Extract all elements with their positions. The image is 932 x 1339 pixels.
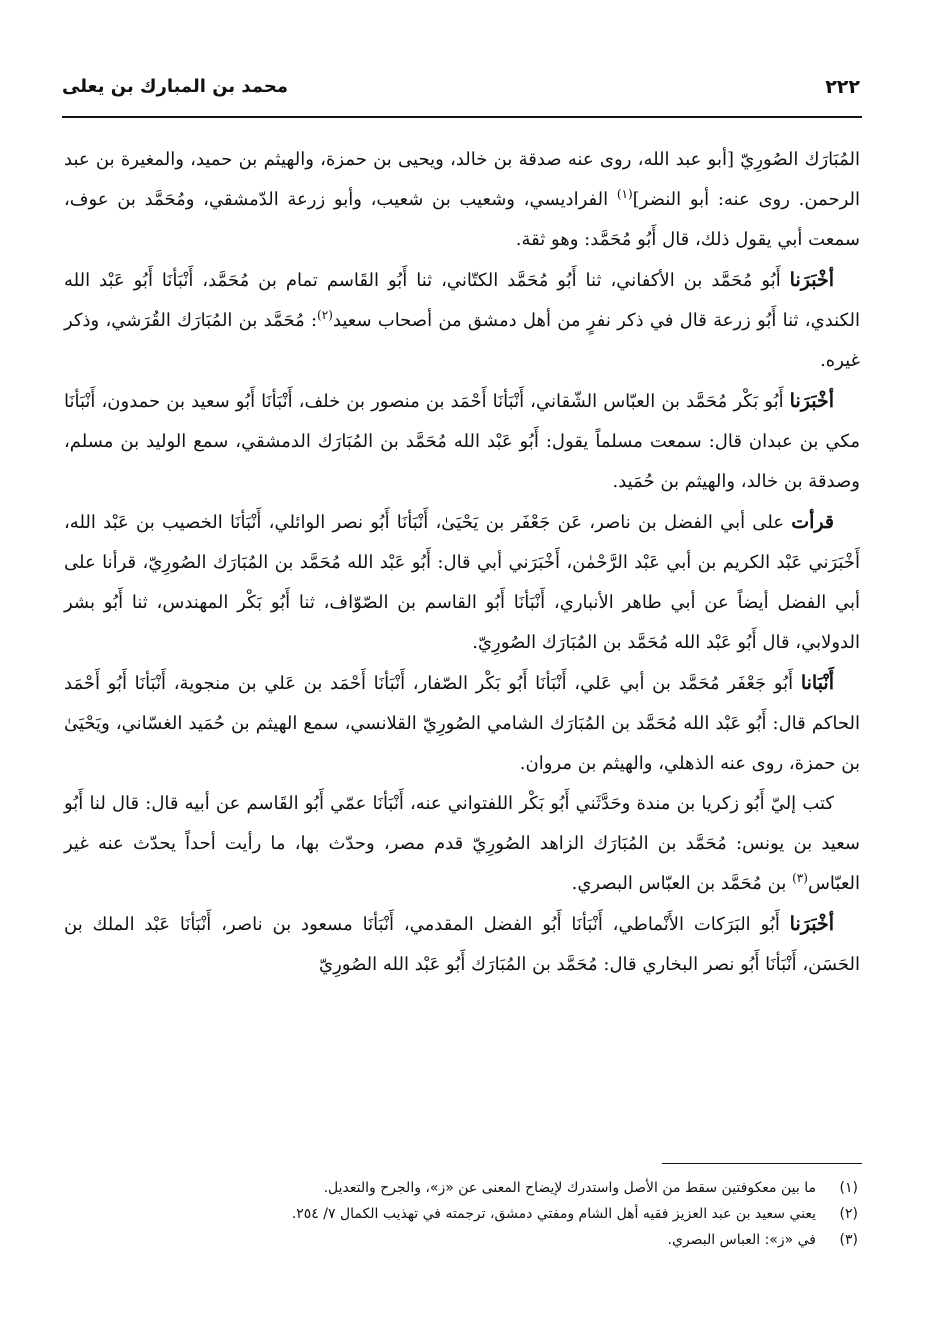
paragraph-lead: قرأت bbox=[791, 511, 834, 533]
paragraph-text: المُبَارَك الصُورِيّ [أبو عبد الله، روى عنه صدقة بن خالد، ويحيى بن حمزة، والهيثم بن حميد، والمغيرة بن عبد الرحمن. روى عنه: أبو النضر] bbox=[64, 149, 860, 210]
paragraph bbox=[64, 904, 860, 985]
paragraph-text: على أبي الفضل بن ناصر، عَن جَعْفَر بن يَحْيَىٰ، أَنْبَأنَا أَبُو نصر الوائلي، أَنْبَأنَا الخصيب بن عَبْد الله، أَخْبَرَني عَبْد الكريم بن أبي عَبْد الرَّحْمٰن، أَخْبَرَني أبي قال: أَبُو عَبْد الله مُحَمَّد بن المُبَارَك الصُورِيّ، قرأنا على أبي الفضل أيضاً عن أبي طاهر الأنباري، أَنْبَأنَا أَبُو القاسم بن الصّوّاف، ثنا أَبُو بَكْر المهندس، ثنا أَبُو بشر الدولابي، قال أَبُو عَبْد الله مُحَمَّد بن المُبَارَك الصُورِيّ. bbox=[64, 512, 860, 653]
paragraph-text: الفراديسي، وشعيب بن شعيب، وأبو زرعة الدّمشقي، ومُحَمَّد بن عوف، سمعت أبي يقول ذلك، قال أَبُو مُحَمَّد: وهو ثقة. bbox=[64, 189, 860, 250]
paragraph-lead: أخْبَرَنا bbox=[789, 269, 834, 291]
footnote-rule bbox=[662, 1163, 862, 1164]
paragraph-text: أَبُو مُحَمَّد بن الأكفاني، ثنا أَبُو مُحَمَّد الكتّاني، ثنا أَبُو القَاسم تمام بن مُحَمَّد، أَنْبَأنَا أَبُو عَبْد الله الكندي، ثنا أَبُو زرعة قال في ذكر نفرٍ من أهل دمشق من أصحاب سعيد bbox=[64, 270, 861, 331]
paragraph bbox=[64, 140, 860, 260]
paragraph-text: أَبُو البَرَكات الأَنْماطي، أَنْبَأنَا أَبُو الفضل المقدمي، أَنْبَأنَا مسعود بن ناصر، أَنْبَأنَا عَبْد الملك بن الحَسَن، أَنْبَأنَا أَبُو نصر البخاري قال: مُحَمَّد بن المُبَارَك أَبُو عَبْد الله الصُورِيّ bbox=[64, 914, 860, 975]
footnote-text: في «ز»: العباس البصري. bbox=[667, 1232, 816, 1248]
paragraph-lead: أَنْبَانا bbox=[800, 672, 834, 694]
footnote-reference: (٣) bbox=[792, 871, 808, 885]
page-header bbox=[62, 66, 860, 110]
footnote-number: (٢) bbox=[839, 1206, 858, 1222]
footnote-text: يعني سعيد بن عبد العزيز فقيه أهل الشام ومفتي دمشق، ترجمته في تهذيب الكمال ٧/ ٢٥٤. bbox=[291, 1206, 816, 1222]
footnote bbox=[64, 1175, 858, 1201]
footnote-reference: (٢) bbox=[317, 308, 333, 322]
main-text bbox=[64, 140, 860, 985]
paragraph bbox=[64, 260, 860, 381]
running-title: محمد بن المبارك بن يعلى bbox=[62, 76, 289, 97]
footnote-reference: (١) bbox=[616, 187, 633, 201]
paragraph-text: أَبُو بَكْر مُحَمَّد بن العبّاس الشّقاني، أَنْبَأنَا أَحْمَد بن منصور بن خلف، أَنْبَأنَا أَبُو سعيد بن حمدون، أَنْبَأنَا مكي بن عبدان قال: سمعت مسلماً يقول: أَبُو عَبْد الله مُحَمَّد بن المُبَارَك الدمشقي، سمع الوليد بن مسلم، وصدقة بن خالد، والهيثم بن حُمَيد. bbox=[64, 391, 860, 492]
header-rule bbox=[62, 116, 862, 118]
paragraph bbox=[64, 381, 860, 502]
paragraph-text: أَبُو جَعْفَر مُحَمَّد بن أبي عَلي، أَنْبَأنَا أَبُو بَكْر الصّفار، أَنْبَأنَا أَحْمَد بن عَلي بن منجوية، أَنْبَأنَا أَبُو أَحْمَد الحاكم قال: أَبُو عَبْد الله مُحَمَّد بن المُبَارَك الشامي الصُورِيّ القلانسي، سمع الهيثم بن حُمَيد الغسّاني، ويَحْيَىٰ بن حمزة، روى عنه الذهلي، والهيثم بن مروان. bbox=[64, 673, 860, 774]
footnote bbox=[64, 1227, 858, 1253]
footnote-text: ما بين معكوفتين سقط من الأصل واستدرك لإيضاح المعنى عن «ز»، والجرح والتعديل. bbox=[323, 1180, 816, 1196]
paragraph-lead: أخْبَرَنا bbox=[789, 913, 834, 935]
paragraph-text: كتب إليّ أَبُو زكريا بن مندة وحَدَّثَني أَبُو بَكْر اللفتواني عنه، أَنْبَأنَا عمّي أَبُو القَاسم عن أبيه قال: قال لنا أَبُو سعيد بن يونس: مُحَمَّد بن المُبَارَك الزاهد الصُورِيّ قدم مصر، وحدّث بها، ما رأيت أحداً يحدّث عنه غير العبّاس bbox=[64, 793, 860, 894]
paragraph-lead: أخْبَرَنا bbox=[789, 390, 834, 412]
paragraph-text: بن مُحَمَّد بن العبّاس البصري. bbox=[571, 873, 793, 894]
paragraph-text: : مُحَمَّد بن المُبَارَك القُرَشي، وذكر غيره. bbox=[64, 310, 860, 371]
paragraph bbox=[64, 663, 860, 784]
footnote-number: (٣) bbox=[839, 1232, 858, 1248]
paragraph bbox=[64, 784, 860, 904]
footnotes bbox=[64, 1175, 858, 1253]
page-number: ٢٢٢ bbox=[825, 76, 860, 98]
footnote-number: (١) bbox=[839, 1180, 858, 1196]
footnote bbox=[64, 1201, 858, 1227]
paragraph bbox=[64, 502, 860, 663]
